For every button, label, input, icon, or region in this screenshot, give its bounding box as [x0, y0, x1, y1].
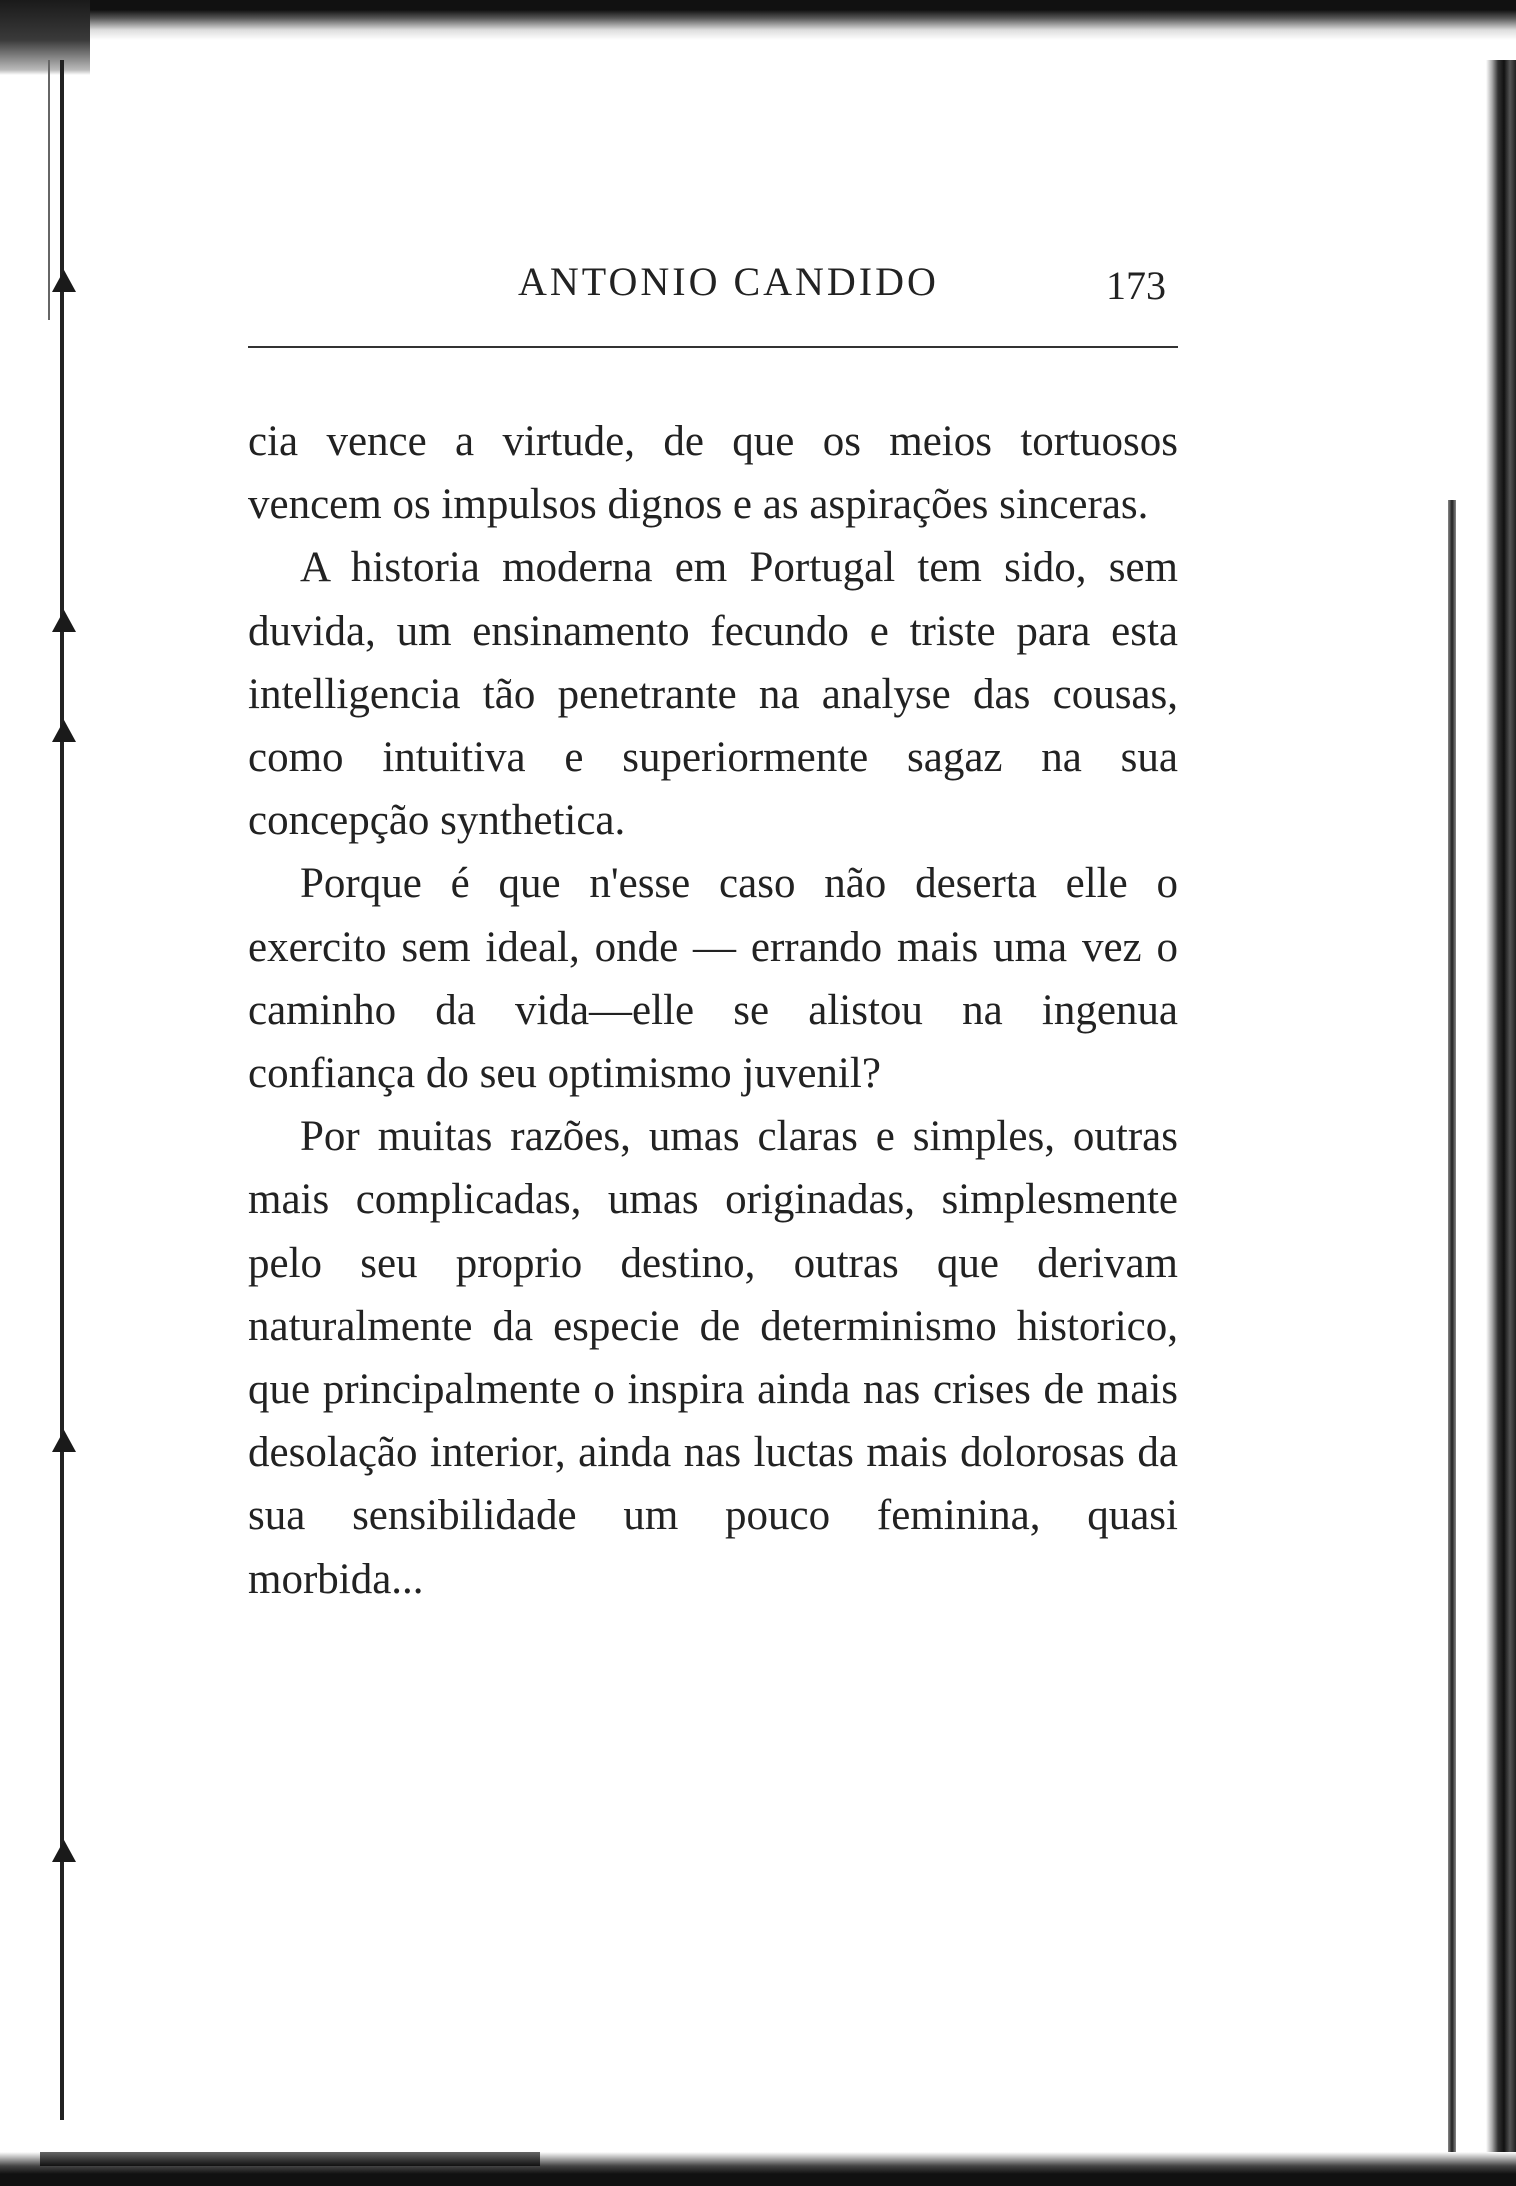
header-rule — [248, 346, 1178, 348]
scan-edge-left-thin — [48, 60, 50, 320]
running-title: ANTONIO CANDIDO — [518, 259, 939, 304]
binding-mark — [52, 1430, 76, 1452]
paragraph: Porque é que n'esse caso não deserta elle o exercito sem ideal, onde — errando mais uma vez o caminho da vida—elle se alistou na ingenua confiança do seu optimismo juvenil? — [248, 860, 1178, 1098]
paragraph: Por muitas razões, umas claras e simples, outras mais complicadas, umas originadas, simplesmente pelo seu proprio destino, outras que derivam naturalmente da especie de determinismo historico, que principalmente o inspira ainda nas crises de mais desolação interior, ainda nas luctas mais dolorosas da sua sensibilidade um pouco feminina, quasi morbida... — [248, 1113, 1178, 1603]
binding-mark — [52, 270, 76, 292]
page-header — [248, 258, 1178, 308]
binding-mark — [52, 720, 76, 742]
scan-edge-bottom-left — [40, 2152, 540, 2166]
scan-edge-left — [60, 60, 64, 2120]
paragraph: A historia moderna em Portugal tem sido, sem duvida, um ensinamento fecundo e triste para esta intelligencia tão penetrante na analyse das cousas, como intuitiva e superiormente sagaz na sua concepção synthetica. — [248, 544, 1178, 845]
paragraph-continuation: cia vence a virtude, de que os meios tortuosos vencem os impulsos dignos e as aspirações sinceras. — [248, 418, 1178, 529]
page-number: 173 — [1106, 263, 1166, 308]
text-body — [248, 410, 1178, 1611]
scan-edge-corner — [0, 0, 90, 75]
binding-mark — [52, 1840, 76, 1862]
scan-edge-right — [1486, 60, 1516, 2186]
scan-edge-top — [0, 0, 1516, 40]
binding-mark — [52, 610, 76, 632]
scan-edge-right-inner — [1448, 500, 1456, 2180]
